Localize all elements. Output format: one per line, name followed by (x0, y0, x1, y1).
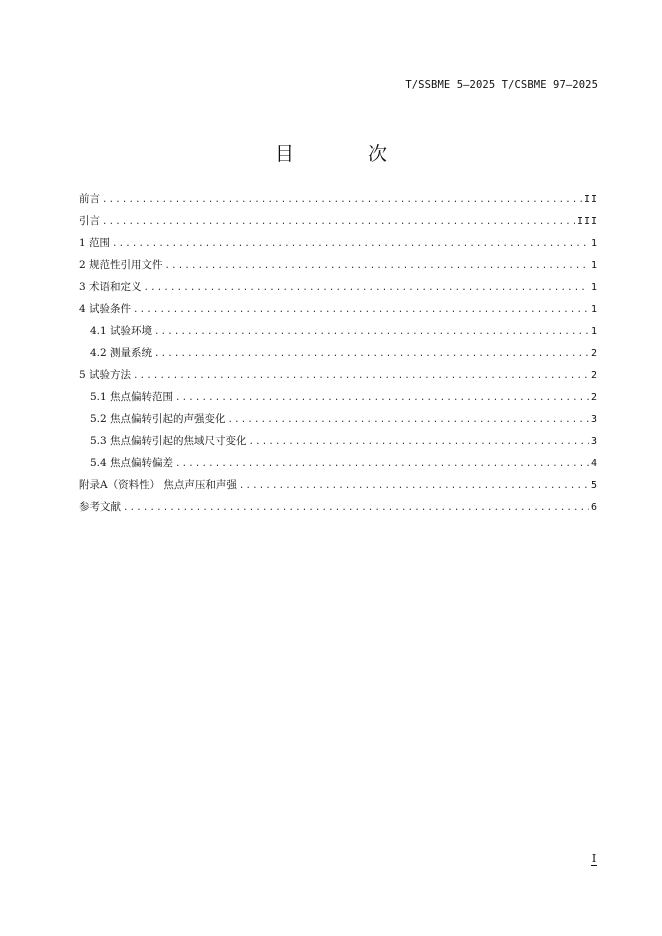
toc-entry[interactable] (79, 367, 598, 389)
toc-entry-label: 5.3 焦点偏转引起的焦域尺寸变化 (90, 435, 247, 447)
toc-dot-leader (228, 415, 589, 425)
toc-entry-page: 3 (590, 414, 598, 425)
toc-entry-page: 4 (590, 458, 598, 469)
toc-entry-page: 6 (590, 502, 598, 513)
toc-dot-leader (239, 481, 589, 491)
toc-entry-label: 引言 (79, 215, 100, 227)
toc-entry-label: 4.2 测量系统 (90, 347, 153, 359)
page-number-underline (591, 865, 597, 866)
toc-entry-page: 2 (590, 392, 598, 403)
page-number (591, 854, 597, 866)
page-title: 目 次 (274, 143, 422, 165)
toc-dot-leader (133, 305, 589, 315)
toc-entry-page: 1 (590, 326, 598, 337)
toc-dot-leader (144, 283, 589, 293)
toc-entry-page: 3 (590, 436, 598, 447)
toc-entry-label: 附录A（资料性） 焦点声压和声强 (79, 479, 237, 491)
toc-entry[interactable] (79, 389, 598, 411)
page-number-value: I (591, 852, 597, 865)
toc-dot-leader (175, 393, 589, 403)
toc-entry-label: 2 规范性引用文件 (79, 259, 163, 271)
toc-entry-label: 参考文献 (79, 501, 121, 513)
toc-entry[interactable] (79, 345, 598, 367)
toc-entry-label: 1 范围 (79, 237, 111, 249)
toc-dot-leader (102, 195, 582, 205)
toc-dot-leader (133, 371, 589, 381)
toc-dot-leader (154, 327, 589, 337)
toc-entry[interactable] (79, 257, 598, 279)
toc-entry-page: 1 (590, 304, 598, 315)
toc-entry-label: 4.1 试验环境 (90, 325, 153, 337)
table-of-contents (79, 191, 598, 521)
toc-dot-leader (165, 261, 589, 271)
toc-entry-label: 前言 (79, 193, 100, 205)
toc-entry[interactable] (79, 301, 598, 323)
toc-dot-leader (112, 239, 589, 249)
toc-entry-page: 1 (590, 260, 598, 271)
toc-dot-leader (175, 459, 589, 469)
toc-dot-leader (154, 349, 589, 359)
toc-entry[interactable] (79, 323, 598, 345)
toc-entry[interactable] (79, 411, 598, 433)
toc-entry-label: 5 试验方法 (79, 369, 132, 381)
toc-entry[interactable] (79, 455, 598, 477)
toc-entry[interactable] (79, 213, 598, 235)
toc-entry-page: 5 (590, 480, 598, 491)
toc-dot-leader (102, 217, 575, 227)
toc-dot-leader (123, 503, 589, 513)
toc-entry-page: 1 (590, 282, 598, 293)
toc-entry-label: 4 试验条件 (79, 303, 132, 315)
toc-entry-page: 1 (590, 238, 598, 249)
toc-entry-page: III (576, 216, 598, 227)
standard-number: T/SSBME 5—2025 T/CSBME 97—2025 (405, 79, 598, 91)
toc-dot-leader (249, 437, 589, 447)
toc-entry[interactable] (79, 191, 598, 213)
toc-entry[interactable] (79, 499, 598, 521)
toc-entry[interactable] (79, 279, 598, 301)
toc-entry[interactable] (79, 235, 598, 257)
toc-entry-label: 5.1 焦点偏转范围 (90, 391, 174, 403)
toc-entry-label: 5.4 焦点偏转偏差 (90, 457, 174, 469)
toc-entry[interactable] (79, 477, 598, 499)
toc-entry-label: 3 术语和定义 (79, 281, 142, 293)
toc-entry-page: 2 (590, 348, 598, 359)
toc-entry-page: 2 (590, 370, 598, 381)
toc-entry[interactable] (79, 433, 598, 455)
toc-entry-page: II (583, 194, 598, 205)
toc-entry-label: 5.2 焦点偏转引起的声强变化 (90, 413, 226, 425)
